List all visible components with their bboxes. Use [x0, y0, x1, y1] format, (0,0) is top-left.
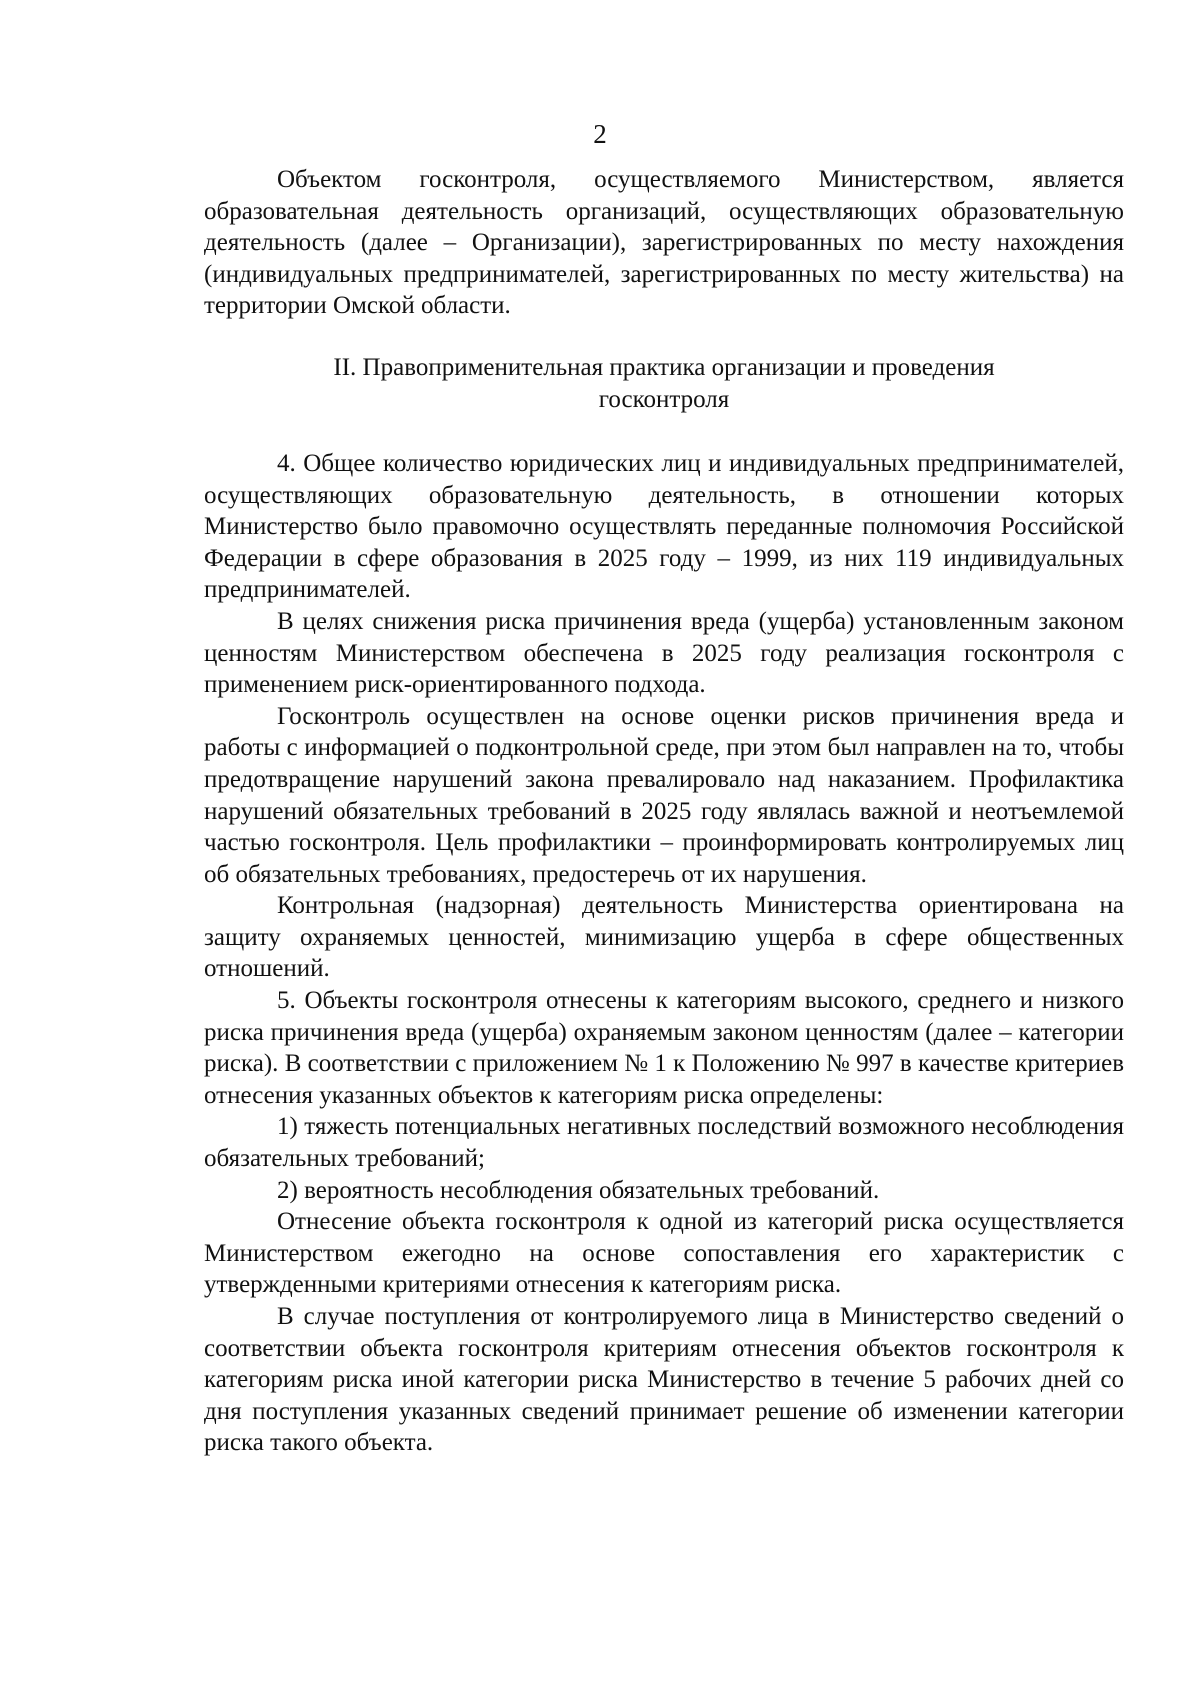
criteria-item-1: 1) тяжесть потенциальных негативных последствий возможного несоблюдения обязательных требований; — [204, 1113, 1124, 1173]
paragraph-item-5: 5. Объекты госконтроля отнесены к категориям высокого, среднего и низкого риска причинения вреда (ущерба) охраняемым законом ценностям (далее – категории риска). В соответствии с приложением № 1 к Положению № 997 в качестве критериев отнесения указанных объектов к категориям риска определены: — [204, 987, 1124, 1109]
criteria-item-2: 2) вероятность несоблюдения обязательных требований. — [277, 1176, 880, 1204]
paragraph-category-change: В случае поступления от контролируемого лица в Министерство сведений о соответствии объекта госконтроля критериям отнесения объектов госконтроля к категориям риска иной категории риска Министерство в течение 5 рабочих дней со дня поступления указанных сведений принимает решение об изменении категории риска такого объекта. — [204, 1303, 1124, 1457]
paragraph-risk-reduction: В целях снижения риска причинения вреда (ущерба) установленным законом ценностям Министерством обеспечена в 2025 году реализация госконтроля с применением риск-ориентированного подхода. — [204, 607, 1124, 699]
paragraph-risk-category-assignment: Отнесение объекта госконтроля к одной из категорий риска осуществляется Министерством ежегодно на основе сопоставления его характеристик с утвержденными критериями отнесения к категориям риска. — [204, 1208, 1124, 1299]
section-heading-line-1: II. Правоприменительная практика организации и проведения — [333, 353, 995, 381]
section-heading-line-2: госконтроля — [598, 385, 730, 413]
paragraph-control-activity: Контрольная (надзорная) деятельность Министерства ориентирована на защиту охраняемых ценностей, минимизацию ущерба в сфере общественных отношений. — [204, 892, 1124, 983]
section-heading — [204, 352, 1124, 416]
paragraph-control-object: Объектом госконтроля, осуществляемого Министерством, является образовательная деятельность организаций, осуществляющих образовательную деятельность (далее – Организации), зарегистрированных по месту нахождения (индивидуальных предпринимателей, зарегистрированных по месту жительства) на территории Омской области. — [204, 166, 1124, 320]
document-body — [204, 164, 1124, 1459]
paragraph-risk-assessment: Госконтроль осуществлен на основе оценки рисков причинения вреда и работы с информацией о подконтрольной среде, при этом был направлен на то, чтобы предотвращение нарушений закона превалировало над наказанием. Профилактика нарушений обязательных требований в 2025 году являлась важной и неотъемлемой частью госконтроля. Цель профилактики – проинформировать контролируемых лиц об обязательных требованиях, предостеречь от их нарушения. — [204, 702, 1124, 888]
page-number: 2 — [593, 119, 607, 149]
paragraph-item-4: 4. Общее количество юридических лиц и индивидуальных предпринимателей, осуществляющих образовательную деятельность, в отношении которых Министерство было правомочно осуществлять переданные полномочия Российской Федерации в сфере образования в 2025 году – 1999, из них 119 индивидуальных предпринимателей. — [204, 449, 1124, 604]
